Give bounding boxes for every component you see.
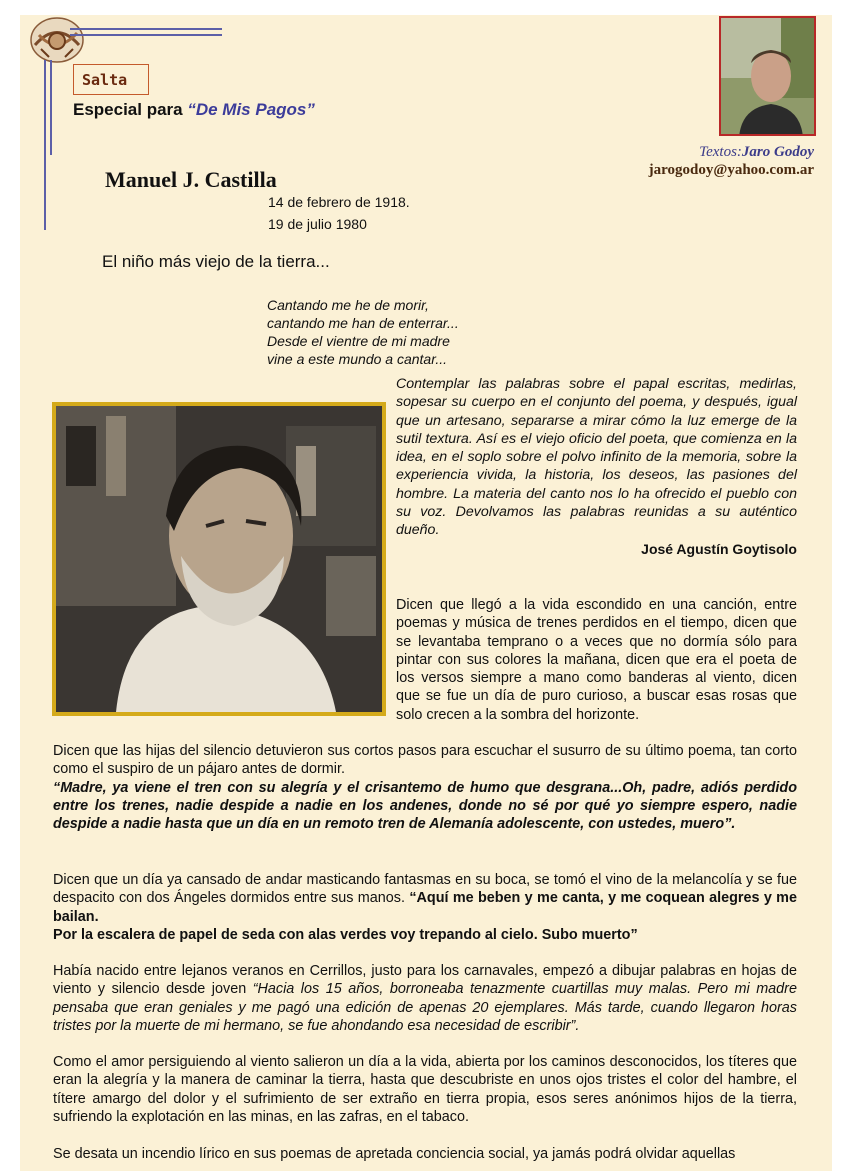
paragraph-2-quote: “Madre, ya viene el tren con su alegría y el crisantemo de humo que desgrana...Oh, padre, adiós perdido entre los trenes, nadie despide a nadie en los andenes, donde no sé por qué yo siempre espero, nadie despide a nadie hasta que un día en un remoto tren de Alemanía adolescente, con ustedes, muero”. [53,779,797,833]
decor-line [70,28,222,30]
death-date: 19 de julio 1980 [268,216,367,232]
paragraph-3-quote: “Aquí me beben y me canta, y me coquean alegres y me bailan. [53,890,797,925]
especial-line [73,100,315,120]
article-title: Manuel J. Castilla [105,167,277,192]
article-subtitle: El niño más viejo de la tierra... [102,252,330,271]
decor-line [44,60,46,230]
region-tag: Salta [73,64,149,95]
paragraph-3-quote-2: Por la escalera de papel de seda con alas verdes voy trepando al cielo. Subo muerto” [53,926,638,943]
especial-prefix: Especial para [73,100,188,119]
credit-line [699,144,814,161]
paragraph-3 [53,871,797,944]
paragraph-2-text: Dicen que las hijas del silencio detuvieron sus cortos pasos para escuchar el susurro de su último poema, tan corto como el suspiro de un pájaro antes de dormir. [53,743,797,778]
paragraph-5: Como el amor persiguiendo al viento salieron un día a la vida, abierta por los caminos desconocidos, los títeres que eran la alegría y la manera de caminar la tierra, hasta que descubriste en unos ojos tristes el color del hambre, el títere amargo del dolor y el sufrimiento de ser extraño en tierra propia, esos seres anónimos hijos de la tierra, sufriendo la explotación en las minas, en las zafras, en el tabaco. [53,1054,797,1125]
decor-line [70,34,222,36]
credit-prefix: Textos: [699,144,742,160]
credit-name: Jaro Godoy [741,144,814,160]
paragraph-6: Se desata un incendio lírico en sus poemas de apretada conciencia social, ya jamás podrá olvidar aquellas [53,1146,736,1162]
especial-quote: “De Mis Pagos” [187,100,315,119]
paragraph-3-text: Dicen que un día ya cansado de andar masticando fantasmas en su boca, se tomó el vino de la melancolía y se fue despacito con dos Ángeles dormidos entre sus manos. [53,872,797,907]
paragraph-4 [53,962,797,1035]
paragraph-4-text: Había nacido entre lejanos veranos en Cerrillos, justo para los carnavales, empezó a dibujar palabras en hojas de viento y silencio desde joven [53,963,797,998]
epigraph-quote: Contemplar las palabras sobre el papal escritas, medirlas, sopesar su cuerpo en el conjunto del poema, y después, igual que un artesano, separarse a mirar cómo la luz emerge de la sutil textura. Así es el viejo oficio del poeta, que comienza en la idea, en el soplo sobre el polvo infinito de la memoria, sobre la experiencia vivida, la historia, los deseos, las pasiones del hombre. La materia del canto nos lo ha ofrecido el pueblo con su voz. Devolvamos las palabras reunidas a su auténtico dueño. [396,376,797,539]
decor-line [50,60,52,155]
paragraph-4-quote: “Hacia los 15 años, borroneaba tenazmente cuartillas muy malas. Pero mi madre pensaba que eran geniales y me pagó una edición de apenas 20 ejemplares. Más tarde, cuando llegaron horas tristes por la muerte de mi hermano, se fue ahondando esa necesidad de escribir”. [53,981,797,1034]
quote-author: José Agustín Goytisolo [641,541,797,557]
birth-date: 14 de febrero de 1918. [268,194,410,210]
paragraph-2 [53,742,797,833]
author-photo [719,16,816,136]
verse-line: vine a este mundo a cantar... [267,351,448,367]
verse-line: Desde el vientre de mi madre [267,333,450,349]
author-email[interactable]: jarogodoy@yahoo.com.ar [648,162,814,178]
verse-line: cantando me han de enterrar... [267,315,459,331]
poet-photo [52,402,386,716]
epigraph-verse [267,296,459,368]
paragraph-1: Dicen que llegó a la vida escondido en una canción, entre poemas y música de trenes perdidos en el tiempo, dicen que se levantaba temprano o a veces que no dormía sólo para pintar con sus colores la mañana, dicen que era el poeta de los versos siempre a mano como banderas al viento, dicen que se fue un día de puro curioso, a buscar esas rosas que solo crecen a la sombra del horizonte. [396,597,797,723]
shell-logo-icon [27,15,87,65]
verse-line: Cantando me he de morir, [267,297,429,313]
